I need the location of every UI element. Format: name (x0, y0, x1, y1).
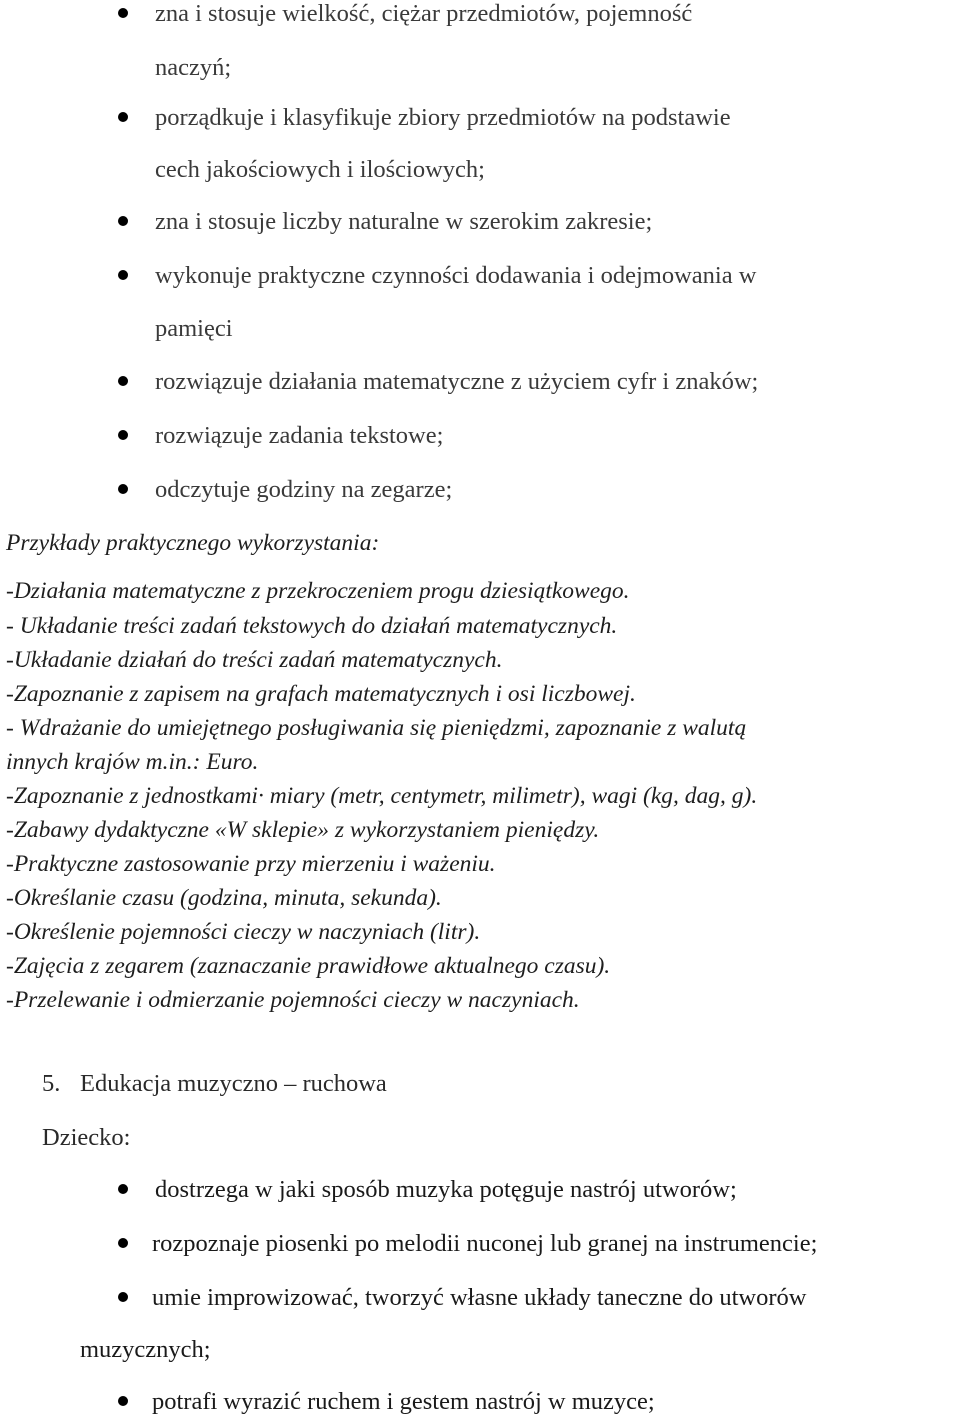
bullet-icon (118, 1292, 128, 1302)
bullet-icon (118, 1396, 128, 1406)
bullet-icon (118, 484, 128, 494)
bullet-icon (118, 1238, 128, 1248)
list-item: umie improwizować, tworzyć własne układy taneczne do utworów (152, 1284, 807, 1311)
list-item-continuation: pamięci (155, 315, 233, 342)
list-item-continuation: muzycznych; (80, 1336, 211, 1363)
example-line: -Praktyczne zastosowanie przy mierzeniu i ważeniu. (6, 851, 496, 877)
list-item: zna i stosuje liczby naturalne w szerokim zakresie; (155, 208, 653, 235)
example-line: -Określenie pojemności cieczy w naczyniach (litr). (6, 919, 481, 945)
bullet-icon (118, 112, 128, 122)
section-number: 5. (42, 1070, 61, 1097)
bullet-icon (118, 430, 128, 440)
bullet-icon (118, 216, 128, 226)
example-line: innych krajów m.in.: Euro. (6, 749, 259, 775)
list-item: dostrzega w jaki sposób muzyka potęguje nastrój utworów; (155, 1176, 737, 1203)
example-line: - Układanie treści zadań tekstowych do działań matematycznych. (6, 613, 618, 639)
list-item: rozwiązuje zadania tekstowe; (155, 422, 444, 449)
example-line: -Układanie działań do treści zadań matematycznych. (6, 647, 503, 673)
list-item: porządkuje i klasyfikuje zbiory przedmiotów na podstawie (155, 104, 731, 131)
bullet-icon (118, 376, 128, 386)
examples-heading: Przykłady praktycznego wykorzystania: (6, 530, 380, 556)
example-line: -Zapoznanie z zapisem na grafach matematycznych i osi liczbowej. (6, 681, 636, 707)
list-item-continuation: naczyń; (155, 54, 232, 81)
bullet-icon (118, 1184, 128, 1194)
list-item: wykonuje praktyczne czynności dodawania i odejmowania w (155, 262, 757, 289)
list-item: rozpoznaje piosenki po melodii nuconej lub granej na instrumencie; (152, 1230, 818, 1257)
list-item-continuation: cech jakościowych i ilościowych; (155, 156, 485, 183)
bullet-icon (118, 270, 128, 280)
list-item: rozwiązuje działania matematyczne z użyciem cyfr i znaków; (155, 368, 759, 395)
example-line: -Działania matematyczne z przekroczeniem progu dziesiątkowego. (6, 578, 630, 604)
section-title: Edukacja muzyczno – ruchowa (80, 1070, 387, 1097)
example-line: - Wdrażanie do umiejętnego posługiwania się pieniędzmi, zapoznanie z walutą (6, 715, 747, 741)
section-subtitle: Dziecko: (42, 1124, 131, 1151)
example-line: -Zajęcia z zegarem (zaznaczanie prawidłowe aktualnego czasu). (6, 953, 611, 979)
list-item: zna i stosuje wielkość, ciężar przedmiotów, pojemność (155, 0, 693, 27)
example-line: -Przelewanie i odmierzanie pojemności cieczy w naczyniach. (6, 987, 580, 1013)
list-item: potrafi wyrazić ruchem i gestem nastrój w muzyce; (152, 1388, 655, 1415)
list-item: odczytuje godziny na zegarze; (155, 476, 453, 503)
example-line: -Zapoznanie z jednostkami· miary (metr, centymetr, milimetr), wagi (kg, dag, g). (6, 783, 758, 809)
bullet-icon (118, 8, 128, 18)
example-line: -Określanie czasu (godzina, minuta, sekunda). (6, 885, 442, 911)
example-line: -Zabawy dydaktyczne «W sklepie» z wykorzystaniem pieniędzy. (6, 817, 600, 843)
